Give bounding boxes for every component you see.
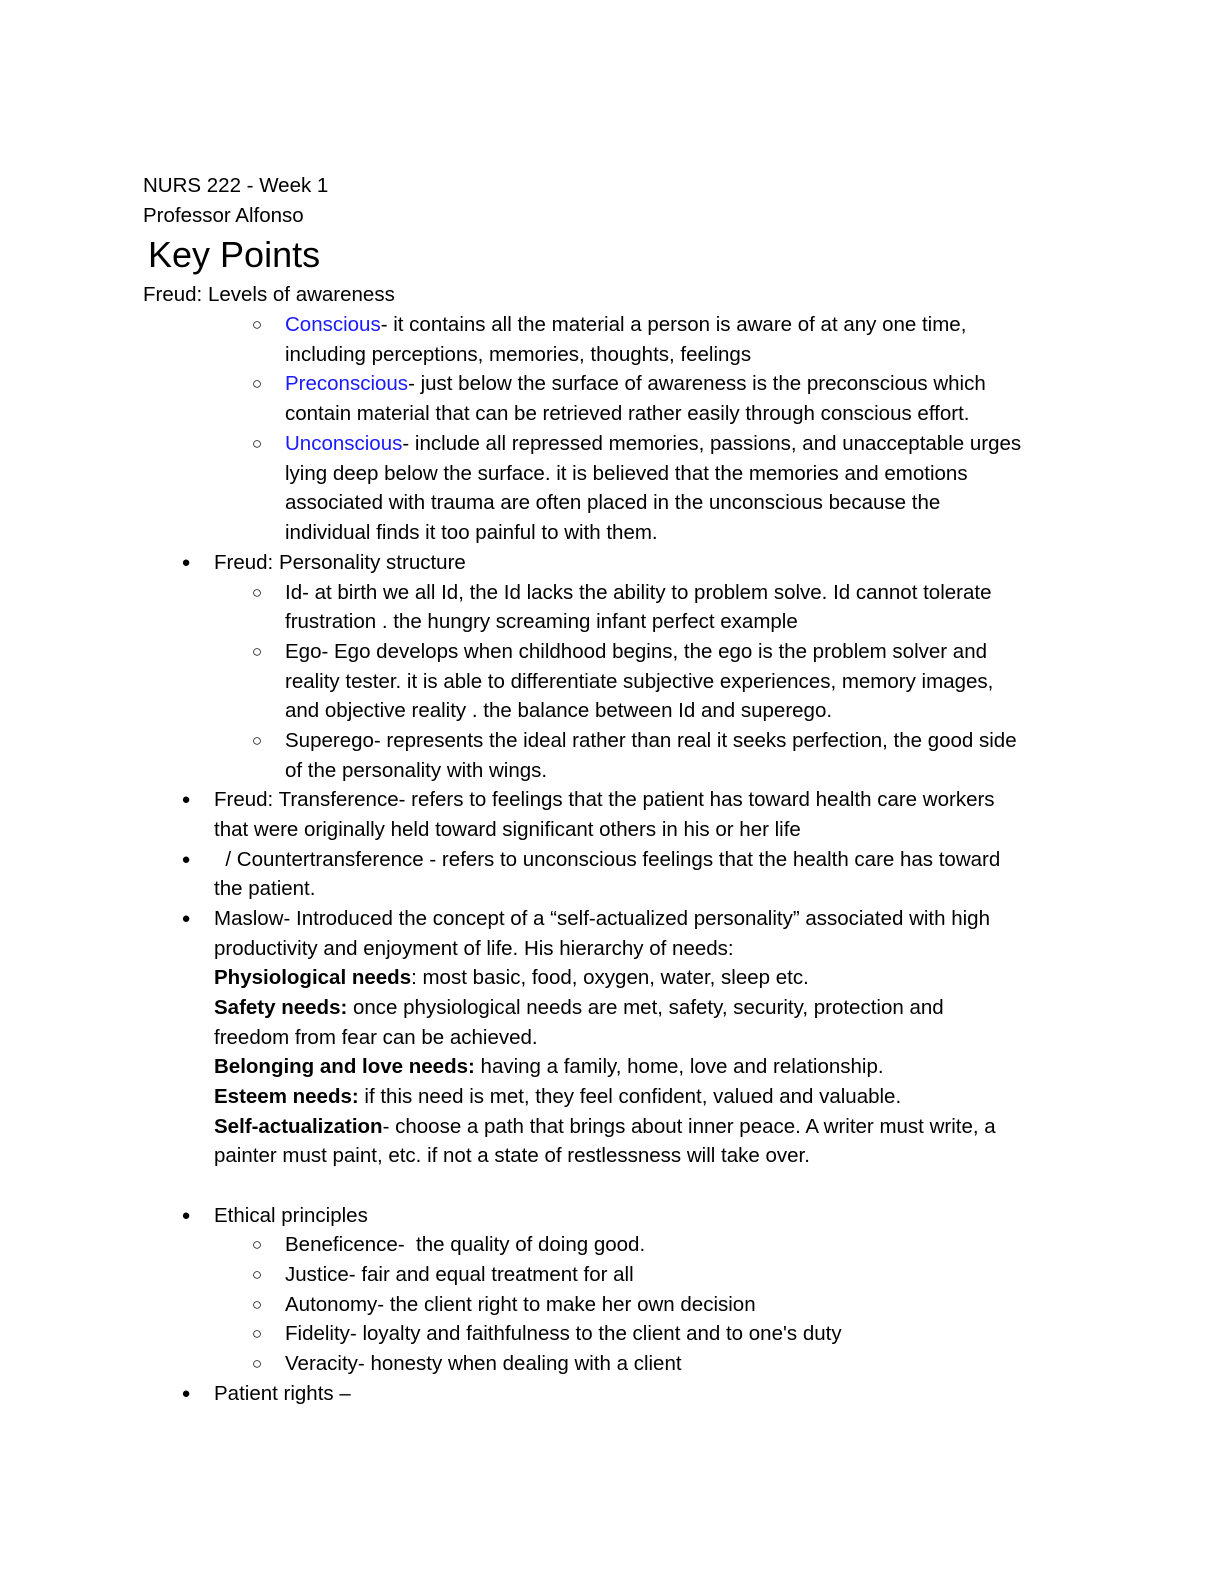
ethics-item-veracity: Veracity- honesty when dealing with a client — [285, 1352, 682, 1375]
list-item-transference: Freud: Transference- refers to feelings that the patient has toward health care workers — [214, 788, 995, 811]
circle-bullet-icon: ○ — [251, 374, 263, 393]
disc-bullet-icon: ● — [181, 851, 191, 868]
list-item-text: lying deep below the surface. it is believed that the memories and emotions — [285, 462, 968, 485]
need-esteem: Esteem needs: if this need is met, they feel confident, valued and valuable. — [214, 1085, 902, 1108]
circle-bullet-icon: ○ — [251, 1265, 263, 1284]
list-item-preconscious: Preconscious- just below the surface of awareness is the preconscious which — [285, 372, 986, 395]
circle-bullet-icon: ○ — [251, 434, 263, 453]
list-item-text: and objective reality . the balance between Id and superego. — [285, 699, 833, 722]
disc-bullet-icon: ● — [181, 1385, 191, 1402]
need-physiological: Physiological needs: most basic, food, oxygen, water, sleep etc. — [214, 966, 809, 989]
circle-bullet-icon: ○ — [251, 315, 263, 334]
circle-bullet-icon: ○ — [251, 731, 263, 750]
list-item-unconscious: Unconscious- include all repressed memories, passions, and unacceptable urges — [285, 432, 1022, 455]
list-item-text: of the personality with wings. — [285, 759, 548, 782]
list-item-text: individual finds it too painful to with them. — [285, 521, 658, 544]
disc-bullet-icon: ● — [181, 554, 191, 571]
ethics-item-autonomy: Autonomy- the client right to make her own decision — [285, 1293, 756, 1316]
list-item-text: associated with trauma are often placed in the unconscious because the — [285, 491, 941, 514]
list-item-text: frustration . the hungry screaming infant perfect example — [285, 610, 798, 633]
list-item-conscious: Conscious- it contains all the material a person is aware of at any one time, — [285, 313, 967, 336]
circle-bullet-icon: ○ — [251, 583, 263, 602]
list-item-text: the patient. — [214, 877, 316, 900]
need-belonging: Belonging and love needs: having a family, home, love and relationship. — [214, 1055, 884, 1078]
disc-bullet-icon: ● — [181, 910, 191, 927]
list-item-id: Id- at birth we all Id, the Id lacks the ability to problem solve. Id cannot tolerate — [285, 581, 992, 604]
page-title: Key Points — [148, 234, 321, 275]
list-item-text: that were originally held toward significant others in his or her life — [214, 818, 801, 841]
list-item-maslow: Maslow- Introduced the concept of a “self-actualized personality” associated with high — [214, 907, 990, 930]
term-unconscious: Unconscious — [285, 432, 403, 455]
disc-bullet-icon: ● — [181, 791, 191, 808]
list-item-text: freedom from fear can be achieved. — [214, 1026, 538, 1049]
list-item-superego: Superego- represents the ideal rather than real it seeks perfection, the good side — [285, 729, 1017, 752]
circle-bullet-icon: ○ — [251, 1295, 263, 1314]
term-conscious: Conscious — [285, 313, 381, 336]
need-self-actualization: Self-actualization- choose a path that brings about inner peace. A writer must write, a — [214, 1115, 996, 1138]
list-item-text: reality tester. it is able to differentiate subjective experiences, memory images, — [285, 670, 994, 693]
professor-name: Professor Alfonso — [143, 204, 304, 227]
course-title: NURS 222 - Week 1 — [143, 174, 329, 197]
section-heading-levels: Freud: Levels of awareness — [143, 283, 395, 306]
disc-bullet-icon: ● — [181, 1207, 191, 1224]
circle-bullet-icon: ○ — [251, 642, 263, 661]
list-item-countertransference: / Countertransference - refers to unconscious feelings that the health care has toward — [214, 848, 1001, 871]
list-item-text: contain material that can be retrieved rather easily through conscious effort. — [285, 402, 970, 425]
circle-bullet-icon: ○ — [251, 1235, 263, 1254]
list-item-patient-rights: Patient rights – — [214, 1382, 351, 1405]
term-preconscious: Preconscious — [285, 372, 409, 395]
list-item-ego: Ego- Ego develops when childhood begins, the ego is the problem solver and — [285, 640, 988, 663]
list-item-text: painter must paint, etc. if not a state of restlessness will take over. — [214, 1144, 810, 1167]
need-safety: Safety needs: once physiological needs are met, safety, security, protection and — [214, 996, 944, 1019]
ethics-item-beneficence: Beneficence- the quality of doing good. — [285, 1233, 646, 1256]
list-item-personality: Freud: Personality structure — [214, 551, 466, 574]
list-item-text: productivity and enjoyment of life. His hierarchy of needs: — [214, 937, 734, 960]
list-item-text: including perceptions, memories, thoughts, feelings — [285, 343, 752, 366]
circle-bullet-icon: ○ — [251, 1354, 263, 1373]
list-item-ethics: Ethical principles — [214, 1204, 368, 1227]
ethics-item-justice: Justice- fair and equal treatment for all — [285, 1263, 634, 1286]
ethics-item-fidelity: Fidelity- loyalty and faithfulness to the client and to one's duty — [285, 1322, 842, 1345]
circle-bullet-icon: ○ — [251, 1324, 263, 1343]
